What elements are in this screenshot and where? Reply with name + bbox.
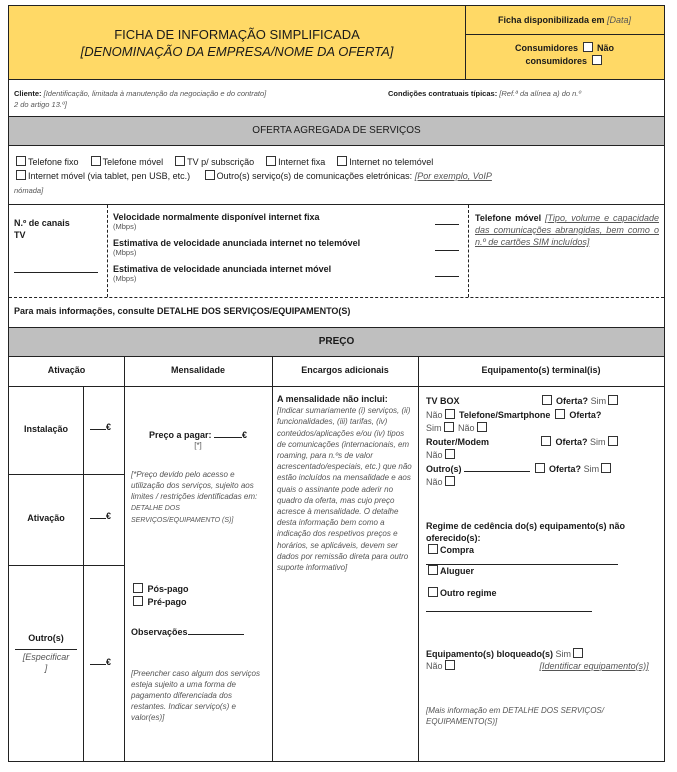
extra-charges [277, 394, 415, 573]
notes [131, 627, 269, 637]
service-option-fixed-phone[interactable]: Telefone fixo [14, 157, 79, 167]
tv-channels-label-2: TV [14, 230, 26, 240]
divider [124, 356, 125, 762]
locked-no[interactable] [445, 660, 455, 670]
availability-value: [Data] [607, 15, 632, 25]
speed-unit: (Mbps) [113, 222, 137, 231]
speed-input-fixed[interactable] [435, 224, 459, 225]
divider [9, 356, 664, 357]
consumer-type [465, 42, 664, 68]
phone-offer-no[interactable] [477, 422, 487, 432]
client-info [14, 88, 394, 110]
footnote-mark: [*] [194, 441, 202, 450]
regime-title: Regime de cedência do(s) equipamento(s) não oferecido(s): [426, 521, 626, 543]
non-consumers-label-2: consumidores [525, 56, 587, 66]
column-header-activation: Ativação [47, 365, 86, 375]
other-equipment-input[interactable] [464, 471, 530, 472]
regime-purchase[interactable]: Compra [426, 544, 660, 556]
tv-box-offer-yes[interactable] [608, 395, 618, 405]
equipment-router: Router/Modem Oferta? Sim Não [426, 436, 658, 463]
price-title: PREÇO [318, 336, 355, 347]
tv-channels-label: N.º de canais [14, 218, 70, 228]
equipment-tv-box: TV BOX Oferta? Sim Não Telefone/Smartphone Oferta? Sim Não [426, 395, 658, 436]
regime-other[interactable]: Outro regime [426, 587, 660, 599]
speed-label: Velocidade normalmente disponível internet fixa [113, 212, 320, 222]
monthly-footnote [131, 469, 269, 526]
speed-list [113, 212, 463, 290]
equipment-list [426, 395, 658, 490]
conditions-value-2: 2 do artigo 13.º] [14, 100, 67, 109]
column-header-monthly: Mensalidade [170, 365, 226, 375]
prepaid-option[interactable]: Pré-pago [131, 596, 269, 609]
mobile-phone-label: Telefone móvel [475, 213, 542, 223]
notes-hint: [Preencher caso algum dos serviços esteja sujeito a uma forma de pagamento diferenciada dos restantes. Indicar serviço(s) e valor(es)] [131, 669, 260, 722]
speed-unit: (Mbps) [113, 274, 137, 283]
non-consumers-checkbox[interactable] [592, 55, 602, 65]
equipment-phone: Telefone/Smartphone [459, 409, 551, 420]
other-example: [Por exemplo, VoIP [414, 171, 492, 181]
service-option-mobile-phone[interactable]: Telefone móvel [89, 157, 164, 167]
payment-type [131, 583, 269, 609]
speed-label: Estimativa de velocidade anunciada internet móvel [113, 264, 332, 274]
services-title: OFERTA AGREGADA DE SERVIÇOS [252, 125, 421, 136]
services-section-header [9, 117, 664, 145]
extra-charges-lead: A mensalidade não inclui: [277, 394, 388, 404]
conditions-value: [Ref.ª da alínea a) do n.º [499, 89, 582, 98]
other-price-input[interactable]: € [90, 657, 122, 667]
other-specify-input[interactable] [15, 649, 77, 650]
divider [9, 386, 664, 387]
services-options [14, 155, 662, 198]
mobile-phone-info [475, 212, 659, 248]
activation-row-activation-label: Ativação [27, 513, 65, 523]
other-offer-yes[interactable] [601, 463, 611, 473]
other-equipment-checkbox[interactable] [535, 463, 545, 473]
speed-input-mobile-phone[interactable] [435, 250, 459, 251]
divider [9, 79, 664, 80]
price-to-pay-label: Preço a pagar: [148, 430, 212, 440]
regime-section [426, 520, 660, 612]
divider [9, 565, 124, 566]
title-line-1: FICHA DE INFORMAÇÃO SIMPLIFICADA [114, 27, 360, 42]
activation-row-other [9, 633, 83, 674]
currency: € [242, 430, 248, 440]
phone-checkbox[interactable] [555, 409, 565, 419]
other-example-2: nómada] [14, 186, 44, 195]
divider [418, 356, 419, 762]
other-specify-hint: [Especificar ] [22, 652, 70, 673]
other-label: Outro(s) [28, 633, 64, 643]
monthly-price [124, 430, 272, 450]
consumers-label: Consumidores [514, 43, 578, 53]
router-offer-no[interactable] [445, 449, 455, 459]
notes-input[interactable] [188, 634, 244, 635]
speed-input-mobile[interactable] [435, 276, 459, 277]
equipment-more-info: [Mais informação em DETALHE DOS SERVIÇOS/ EQUIPAMENTO(S)] [426, 706, 604, 726]
speed-label: Estimativa de velocidade anunciada internet no telemóvel [113, 238, 361, 248]
regime-rental[interactable]: Aluguer [426, 565, 660, 577]
service-option-mobile-internet[interactable]: Internet móvel (via tablet, pen USB, etc.) [14, 171, 190, 181]
contract-conditions [388, 88, 660, 99]
footnote-ref: DETALHE DOS SERVIÇOS/EQUIPAMENTO (S)] [131, 505, 234, 524]
router-offer-yes[interactable] [608, 436, 618, 446]
availability-date [465, 15, 664, 25]
footnote-text: [*Preço devido pelo acesso e utilização dos serviços, sujeito aos limites / restrições identificadas em: [131, 470, 258, 501]
more-info-text: Para mais informações, consulte DETALHE DOS SERVIÇOS/EQUIPAMENTO(S) [14, 306, 351, 316]
service-option-other[interactable]: Outro(s) serviço(s) de comunicações eletrónicas: [203, 171, 413, 181]
locked-label: Equipamento(s) bloqueado(s) [426, 649, 553, 659]
conditions-label: Condições contratuais típicas: [388, 89, 498, 98]
divider [83, 386, 84, 762]
divider [465, 34, 664, 35]
client-label: Cliente: [14, 89, 42, 98]
divider [9, 474, 124, 475]
phone-offer-yes[interactable] [444, 422, 454, 432]
consumers-checkbox[interactable] [583, 42, 593, 52]
router-checkbox[interactable] [541, 436, 551, 446]
availability-label: Ficha disponibilizada em [497, 15, 605, 25]
divider [9, 297, 664, 298]
service-option-tv[interactable]: TV p/ subscrição [173, 157, 254, 167]
mobile-phone-desc: [Tipo, volume e capacidade das comunicações abrangidas, bem como o n.º de cartões SIM incluídos] [475, 213, 659, 247]
equipment-other: Outro(s) Oferta? Sim Não [426, 463, 658, 490]
speed-unit: (Mbps) [113, 248, 137, 257]
locked-equipment: Equipamento(s) bloqueado(s) Sim Não [Identificar equipamento(s)] [426, 649, 649, 671]
tv-box-checkbox[interactable] [542, 395, 552, 405]
regime-other-input[interactable] [426, 611, 592, 612]
monthly-price-input[interactable] [214, 437, 242, 438]
price-section-header [9, 328, 664, 356]
divider [468, 205, 469, 297]
divider [272, 356, 273, 762]
non-consumers-label: Não [597, 43, 615, 53]
notes-label: Observações [131, 627, 188, 637]
client-value: [Identificação, limitada à manutenção da negociação e do contrato] [43, 89, 267, 98]
installation-price-input[interactable]: € [90, 422, 122, 432]
title-line-2: [DENOMINAÇÃO DA EMPRESA/NOME DA OFERTA] [80, 44, 394, 59]
service-option-fixed-internet[interactable]: Internet fixa [264, 157, 325, 167]
postpaid-option[interactable]: Pós-pago [131, 583, 269, 596]
column-header-equipment: Equipamento(s) terminal(is) [481, 365, 601, 375]
more-info-services [14, 306, 654, 316]
extra-charges-body: [Indicar sumariamente (i) serviços, (ii) funcionalidades, (iii) tarifas, (iv) conteúdos/aplicações e/ou (iv) tipos de comunicações (internacionais, em roaming, para n.ºs de valor acrescentado/especiais, etc.) que não estão incluídos na mensalidade e aos quais o assinante pode aderir no quadro da oferta, mas cujo preço acresce à mensalidade. O detalhe desta informação bem como a indicação dos respetivos preços e horários, se aplicáveis, devem ser dados por remissão direta para outro suporte informativo] [277, 406, 412, 573]
tv-channels [14, 217, 104, 241]
service-option-mobile-phone-internet[interactable]: Internet no telemóvel [335, 157, 433, 167]
column-header-extra-charges: Encargos adicionais [301, 365, 389, 375]
divider [9, 145, 664, 146]
speed-row-fixed [113, 212, 463, 238]
tv-box-offer-no[interactable] [445, 409, 455, 419]
other-offer-no[interactable] [445, 476, 455, 486]
divider [107, 205, 108, 297]
activation-price-input[interactable]: € [90, 511, 122, 521]
tv-channels-input[interactable] [14, 272, 98, 273]
speed-row-mobile-phone [113, 238, 463, 264]
activation-row-installation-label: Instalação [23, 424, 69, 434]
locked-yes[interactable] [573, 648, 583, 658]
page-title [9, 26, 465, 60]
speed-row-mobile [113, 264, 463, 290]
locked-hint: [Identificar equipamento(s)] [539, 661, 649, 671]
